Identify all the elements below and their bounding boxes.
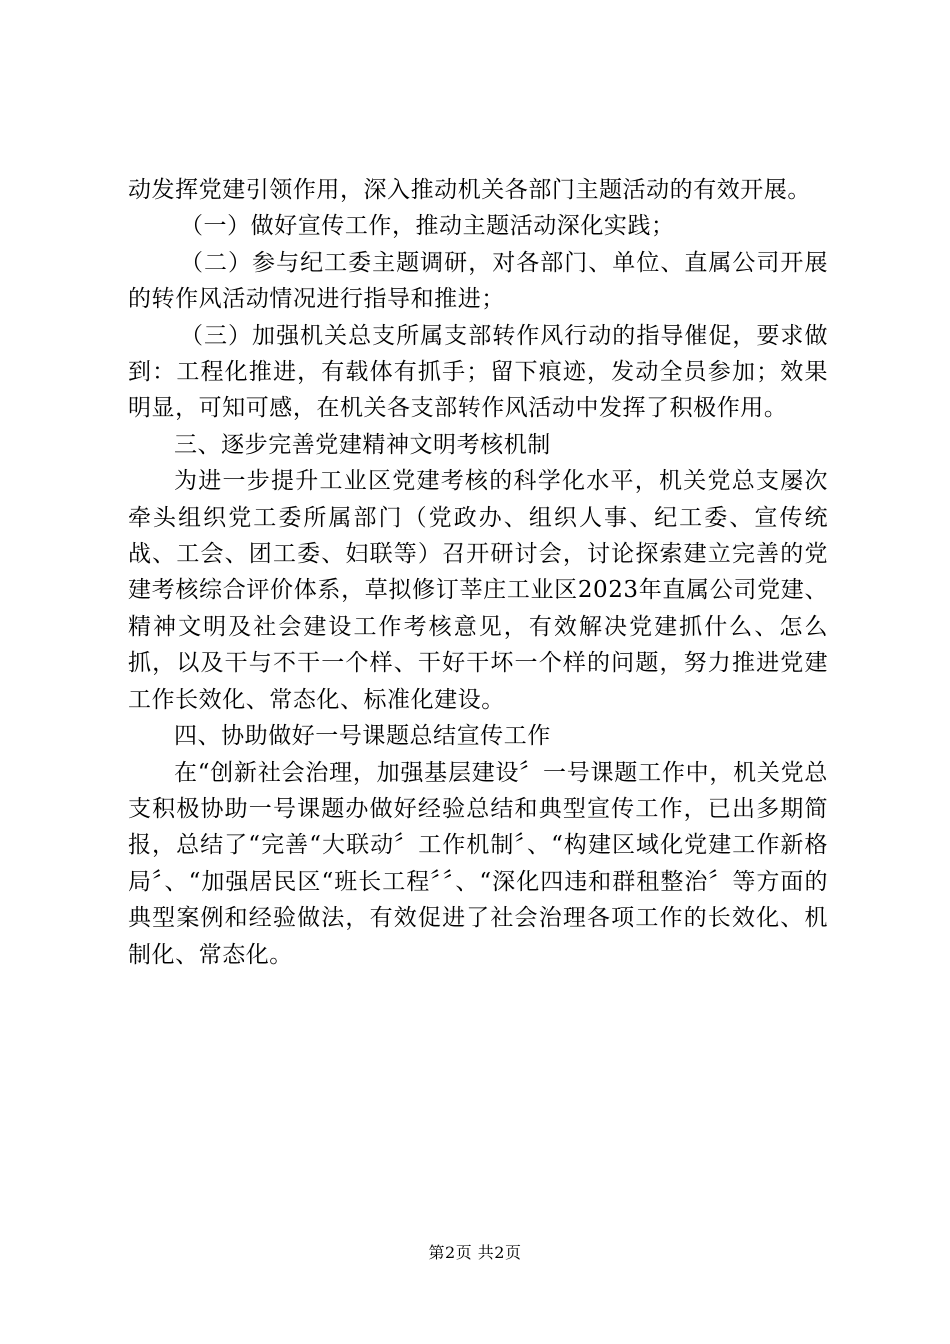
section-heading-three: 三、逐步完善党建精神文明考核机制 bbox=[174, 431, 551, 458]
section-heading-four: 四、协助做好一号课题总结宣传工作 bbox=[174, 723, 551, 750]
paragraph-item-one: （一）做好宣传工作，推动主题活动深化实践； bbox=[180, 213, 675, 240]
paragraph-continuation: 动发挥党建引领作用，深入推动机关各部门主题活动的有效开展。 bbox=[128, 177, 811, 203]
paragraph-item-three: （三）加强机关总支所属支部转作风行动的指导催促，要求做到：工程化推进，有载体有抓手；留下痕迹，发动全员参加；效果明显，可知可感，在机关各支部转作风活动中发挥了积极作用。 bbox=[128, 322, 828, 422]
paragraph-section-three: 为进一步提升工业区党建考核的科学化水平，机关党总支屡次牵头组织党工委所属部门（党政办、组织人事、纪工委、宣传统战、工会、团工委、妇联等）召开研讨会，讨论探索建立完善的党建考核综合评价体系，草拟修订莘庄工业区2023年直属公司党建、精神文明及社会建设工作考核意见，有效解决党建抓什么、怎么抓，以及干与不干一个样、干好干坏一个样的问题，努力推进党建工作长效化、常态化、标准化建设。 bbox=[128, 468, 828, 713]
document-body bbox=[128, 172, 828, 973]
paragraph-item-two: （二）参与纪工委主题调研，对各部门、单位、直属公司开展的转作风活动情况进行指导和推进； bbox=[128, 249, 828, 313]
page-number-footer: 第2页 共2页 bbox=[428, 1243, 522, 1262]
paragraph-section-four: 在“创新社会治理，加强基层建设〞一号课题工作中，机关党总支积极协助一号课题办做好经验总结和典型宣传工作，已出多期简报，总结了“完善“大联动〞工作机制〞、“构建区域化党建工作新格局〞、“加强居民区“班长工程〞〞、“深化四违和群租整治〞等方面的典型案例和经验做法，有效促进了社会治理各项工作的长效化、机制化、常态化。 bbox=[128, 759, 828, 968]
